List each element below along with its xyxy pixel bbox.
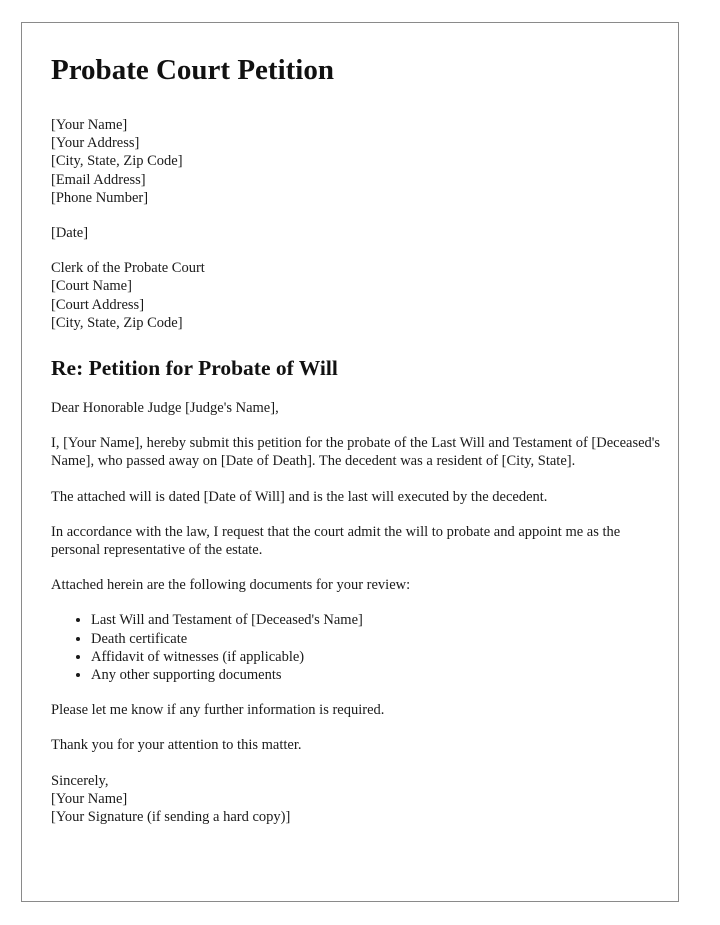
signoff-block [51,772,661,827]
documents-list [51,611,661,684]
recipient-court-name: [Court Name] [51,278,132,295]
recipient-clerk: Clerk of the Probate Court [51,260,205,277]
body-paragraph-request: In accordance with the law, I request that the court admit the will to probate and appoint me as the personal representative of the estate. [51,523,621,559]
list-item: • Affidavit of witnesses (if applicable) [91,648,661,666]
signoff-signature: [Your Signature (if sending a hard copy)] [51,809,291,826]
sender-phone: [Phone Number] [51,189,149,206]
closing-paragraph-thanks: Thank you for your attention to this matter. [51,737,302,754]
body-paragraph-attachments: Attached herein are the following documents for your review: [51,577,411,594]
body-paragraph-will-date: The attached will is dated [Date of Will] and is the last will executed by the decedent. [51,488,548,505]
subject-heading: Re: Petition for Probate of Will [51,356,338,381]
signoff-sincerely: Sincerely, [51,772,109,789]
date-block [51,224,661,242]
salutation: Dear Honorable Judge [Judge's Name], [51,400,279,417]
page-title: Probate Court Petition [51,54,334,86]
sender-name: [Your Name] [51,117,128,133]
closing-paragraph-further-info: Please let me know if any further information is required. [51,702,385,719]
body-paragraph-petition: I, [Your Name], hereby submit this petition for the probate of the Last Will and Testament of [Deceased's Name], who passed away on [Date of Death]. The decedent was a resident of [City, State]. [51,435,661,470]
list-item: • Last Will and Testament of [Deceased's Name] [91,611,661,629]
sender-email: [Email Address] [51,171,146,188]
sender-address: [Your Address] [51,135,140,152]
recipient-block [51,259,661,332]
sender-block [51,116,661,207]
recipient-court-address: [Court Address] [51,296,145,313]
sender-city-state-zip: [City, State, Zip Code] [51,153,183,170]
recipient-city-state-zip: [City, State, Zip Code] [51,314,183,331]
signoff-name: [Your Name] [51,790,128,807]
letter-content [51,51,661,843]
letter-date: [Date] [51,225,89,242]
letter-page [21,22,679,902]
list-item: • Death certificate [91,630,661,648]
list-item: • Any other supporting documents [91,666,661,684]
